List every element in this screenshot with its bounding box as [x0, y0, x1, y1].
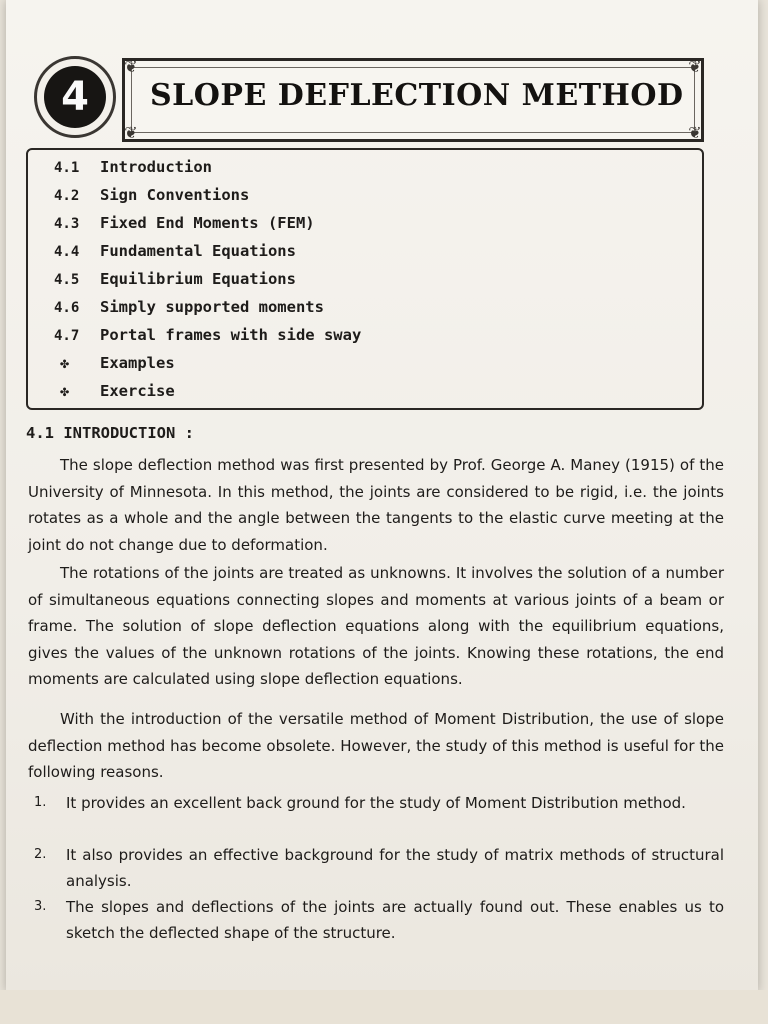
list-item [28, 790, 724, 816]
contents-item [54, 354, 175, 380]
chapter-number-badge [26, 48, 126, 148]
bullet-icon: ✤ [60, 354, 70, 372]
contents-item-label: Exercise [100, 382, 175, 400]
bullet-icon: ✤ [60, 382, 70, 400]
corner-ornament-icon: ❦ [124, 57, 138, 76]
list-item [28, 894, 724, 946]
paragraph: The rotations of the joints are treated as unknowns. It involves the solution of a number of simultaneous equations connecting slopes and moments at various joints of a beam or frame. The solution of slope deflection equations along with the equilibrium equations, gives the values of the unknown rotations of the joints. Knowing these rotations, the end moments are calculated using slope deflection equations. [28, 564, 724, 688]
corner-ornament-icon: ❦ [688, 57, 702, 76]
contents-item-label: Fundamental Equations [100, 242, 296, 260]
contents-item [54, 214, 315, 240]
contents-item-number: 4.1 [54, 160, 80, 176]
contents-item-number: 4.4 [54, 244, 80, 260]
contents-item-number: 4.6 [54, 300, 80, 316]
contents-item-label: Sign Conventions [100, 186, 250, 204]
contents-item-label: Fixed End Moments (FEM) [100, 214, 315, 232]
list-item-number: 2. [34, 847, 47, 862]
contents-item [54, 382, 175, 408]
contents-item-label: Simply supported moments [100, 298, 324, 316]
contents-item [54, 270, 296, 296]
chapter-header [26, 48, 704, 148]
list-item [28, 842, 724, 894]
background-surface [0, 990, 768, 1024]
corner-ornament-icon: ❦ [124, 123, 138, 142]
chapter-number: 4 [44, 66, 106, 128]
contents-item [54, 158, 212, 184]
contents-item [54, 298, 324, 324]
book-page [6, 0, 758, 992]
list-item-text: The slopes and deflections of the joints are actually found out. These enables us to sketch the deflected shape of the structure. [66, 898, 724, 942]
paragraph: The slope deflection method was first presented by Prof. George A. Maney (1915) of the University of Minnesota. In this method, the joints are considered to be rigid, i.e. the joints rotates as a whole and the angle between the tangents to the elastic curve meeting at the joint do not change due to deformation. [28, 456, 724, 554]
contents-item [54, 242, 296, 268]
contents-item-number: 4.7 [54, 328, 80, 344]
contents-item [54, 186, 249, 212]
contents-item-number: 4.2 [54, 188, 80, 204]
list-item-number: 1. [34, 795, 47, 810]
paragraph: With the introduction of the versatile method of Moment Distribution, the use of slope deflection method has become obsolete. However, the study of this method is useful for the following reasons. [28, 710, 724, 781]
contents-item-number: 4.5 [54, 272, 80, 288]
list-item-text: It provides an excellent back ground for the study of Moment Distribution method. [66, 794, 686, 812]
contents-item-label: Equilibrium Equations [100, 270, 296, 288]
contents-item-label: Introduction [100, 158, 212, 176]
contents-item-label: Examples [100, 354, 175, 372]
section-heading: 4.1 INTRODUCTION : [26, 424, 194, 442]
corner-ornament-icon: ❦ [688, 123, 702, 142]
contents-item-number: 4.3 [54, 216, 80, 232]
contents-item-label: Portal frames with side sway [100, 326, 362, 344]
chapter-title: SLOPE DEFLECTION METHOD [150, 78, 684, 113]
chapter-contents [26, 148, 704, 410]
list-item-number: 3. [34, 899, 47, 914]
list-item-text: It also provides an effective background for the study of matrix methods of structural analysis. [66, 846, 724, 890]
contents-item [54, 326, 361, 352]
